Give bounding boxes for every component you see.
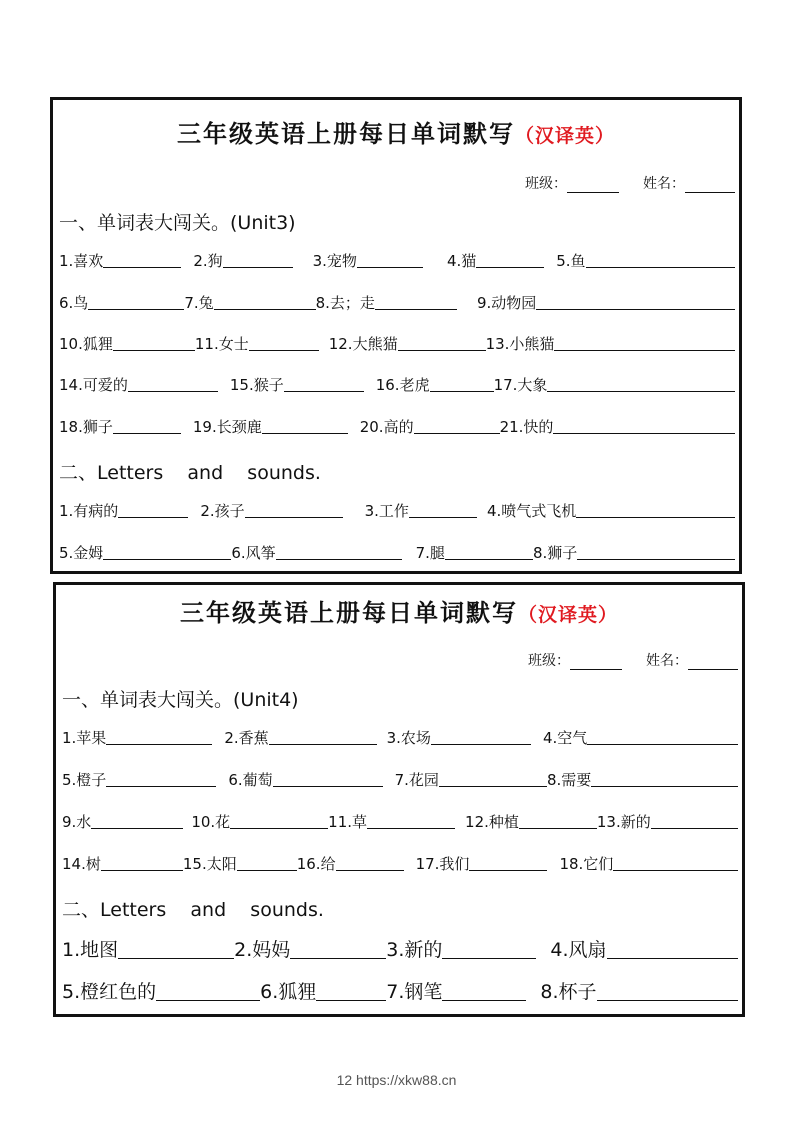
answer-blank[interactable] — [336, 868, 404, 871]
phonics-item: 5.橙红色的 — [62, 977, 260, 1004]
vocab-item: 3.宠物 — [313, 250, 447, 271]
class-blank[interactable] — [570, 655, 622, 670]
name-blank[interactable] — [685, 178, 735, 193]
phonics-row — [62, 935, 738, 962]
answer-blank[interactable] — [476, 265, 544, 268]
vocab-row — [59, 292, 735, 313]
phonics-item: 4.喷气式飞机 — [487, 500, 735, 521]
answer-blank[interactable] — [607, 956, 738, 959]
name-blank[interactable] — [688, 655, 738, 670]
answer-blank[interactable] — [103, 265, 181, 268]
answer-blank[interactable] — [223, 265, 293, 268]
answer-blank[interactable] — [91, 826, 183, 829]
vocab-item: 7.花园 — [395, 769, 547, 790]
title-subtitle: （汉译英） — [514, 125, 615, 147]
vocab-item: 9.动物园 — [477, 292, 735, 313]
answer-blank[interactable] — [576, 515, 735, 518]
vocab-item: 3.农场 — [387, 727, 543, 748]
vocab-row — [62, 853, 738, 874]
answer-blank[interactable] — [237, 868, 297, 871]
answer-blank[interactable] — [375, 307, 457, 310]
vocab-item: 12.大熊猫 — [329, 333, 486, 354]
answer-blank[interactable] — [214, 307, 316, 310]
vocab-row — [62, 727, 738, 748]
vocab-item: 5.橙子 — [62, 769, 228, 790]
answer-blank[interactable] — [445, 557, 533, 560]
section-letters-sounds: 二、Letters and sounds. — [59, 462, 321, 484]
vocab-item: 11.草 — [328, 811, 465, 832]
vocab-item: 8.去；走 — [316, 292, 477, 313]
class-label: 班级： — [525, 176, 567, 192]
worksheet-unit4 — [53, 582, 745, 1017]
answer-blank[interactable] — [409, 515, 477, 518]
answer-blank[interactable] — [88, 307, 184, 310]
phonics-row — [59, 542, 735, 563]
phonics-item: 1.有病的 — [59, 500, 200, 521]
answer-blank[interactable] — [262, 431, 348, 434]
answer-blank[interactable] — [577, 557, 735, 560]
answer-blank[interactable] — [284, 389, 364, 392]
vocab-item: 17.大象 — [494, 374, 735, 395]
vocab-item: 15.太阳 — [183, 853, 297, 874]
answer-blank[interactable] — [553, 431, 735, 434]
answer-blank[interactable] — [519, 826, 597, 829]
answer-blank[interactable] — [269, 742, 377, 745]
vocab-item: 7.兔 — [184, 292, 315, 313]
answer-blank[interactable] — [430, 389, 494, 392]
phonics-item: 6.风筝 — [231, 542, 415, 563]
phonics-item: 1.地图 — [62, 935, 234, 962]
vocab-item: 2.香蕉 — [224, 727, 386, 748]
title-subtitle: （汉译英） — [517, 604, 618, 626]
phonics-item: 2.孩子 — [200, 500, 364, 521]
answer-blank[interactable] — [118, 956, 234, 959]
answer-blank[interactable] — [587, 742, 738, 745]
vocab-item: 10.狐狸 — [59, 333, 195, 354]
answer-blank[interactable] — [101, 868, 183, 871]
phonics-item: 8.杯子 — [540, 977, 738, 1004]
vocab-item: 18.它们 — [559, 853, 738, 874]
phonics-item: 7.钢笔 — [386, 977, 540, 1004]
section-vocabulary: 一、单词表大闯关。(Unit4) — [62, 689, 299, 711]
class-name-line — [525, 173, 735, 193]
worksheet-unit3 — [50, 97, 742, 574]
vocab-item: 4.空气 — [543, 727, 738, 748]
answer-blank[interactable] — [547, 389, 735, 392]
phonics-item: 5.金姆 — [59, 542, 231, 563]
answer-blank[interactable] — [586, 265, 735, 268]
vocab-item: 13.新的 — [597, 811, 738, 832]
vocab-item: 5.鱼 — [556, 250, 735, 271]
answer-blank[interactable] — [113, 431, 181, 434]
class-name-line — [528, 650, 738, 670]
name-label: 姓名： — [646, 653, 688, 669]
answer-blank[interactable] — [156, 998, 260, 1001]
vocab-item: 6.葡萄 — [228, 769, 394, 790]
vocab-item: 16.老虎 — [376, 374, 494, 395]
vocab-item: 14.可爱的 — [59, 374, 230, 395]
title-text: 三年级英语上册每日单词默写 — [176, 119, 515, 148]
vocab-item: 1.喜欢 — [59, 250, 193, 271]
answer-blank[interactable] — [367, 826, 455, 829]
answer-blank[interactable] — [431, 742, 531, 745]
answer-blank[interactable] — [276, 557, 402, 560]
vocab-row — [62, 769, 738, 790]
vocab-item: 17.我们 — [416, 853, 560, 874]
answer-blank[interactable] — [106, 784, 216, 787]
phonics-item: 6.狐狸 — [260, 977, 386, 1004]
answer-blank[interactable] — [245, 515, 343, 518]
vocab-row — [59, 416, 735, 437]
answer-blank[interactable] — [316, 998, 386, 1001]
phonics-item: 7.腿 — [416, 542, 533, 563]
phonics-item: 8.狮子 — [533, 542, 735, 563]
section-vocabulary: 一、单词表大闯关。(Unit3) — [59, 212, 296, 234]
name-label: 姓名： — [643, 176, 685, 192]
answer-blank[interactable] — [113, 348, 195, 351]
phonics-item: 4.风扇 — [550, 935, 738, 962]
vocab-item: 1.苹果 — [62, 727, 224, 748]
answer-blank[interactable] — [230, 826, 328, 829]
answer-blank[interactable] — [414, 431, 500, 434]
answer-blank[interactable] — [357, 265, 423, 268]
vocab-row — [59, 333, 735, 354]
vocab-item: 8.需要 — [547, 769, 738, 790]
vocab-item: 14.树 — [62, 853, 183, 874]
vocab-item: 10.花 — [191, 811, 328, 832]
answer-blank[interactable] — [106, 742, 212, 745]
answer-blank[interactable] — [554, 348, 735, 351]
answer-blank[interactable] — [442, 956, 536, 959]
vocab-row — [62, 811, 738, 832]
vocab-item: 16.给 — [297, 853, 416, 874]
answer-blank[interactable] — [290, 956, 386, 959]
vocab-item: 19.长颈鹿 — [193, 416, 360, 437]
phonics-row — [59, 500, 735, 521]
vocab-item: 12.种植 — [465, 811, 597, 832]
answer-blank[interactable] — [536, 307, 735, 310]
answer-blank[interactable] — [118, 515, 188, 518]
answer-blank[interactable] — [273, 784, 383, 787]
answer-blank[interactable] — [591, 784, 738, 787]
answer-blank[interactable] — [439, 784, 547, 787]
page-footer: 12 https://xkw88.cn — [336, 1072, 457, 1088]
class-blank[interactable] — [567, 178, 619, 193]
vocab-item: 9.水 — [62, 811, 191, 832]
vocab-row — [59, 374, 735, 395]
vocab-item: 20.高的 — [360, 416, 500, 437]
answer-blank[interactable] — [128, 389, 218, 392]
phonics-row — [62, 977, 738, 1004]
vocab-item: 11.女士 — [195, 333, 329, 354]
vocab-item: 4.猫 — [447, 250, 556, 271]
answer-blank[interactable] — [597, 998, 738, 1001]
vocab-item: 21.快的 — [500, 416, 735, 437]
answer-blank[interactable] — [469, 868, 547, 871]
vocab-item: 15.猴子 — [230, 374, 376, 395]
worksheet-title — [53, 114, 739, 149]
phonics-item: 3.工作 — [365, 500, 487, 521]
answer-blank[interactable] — [398, 348, 486, 351]
answer-blank[interactable] — [613, 868, 738, 871]
vocab-item: 18.狮子 — [59, 416, 193, 437]
vocab-row — [59, 250, 735, 271]
phonics-item: 2.妈妈 — [234, 935, 386, 962]
title-text: 三年级英语上册每日单词默写 — [179, 598, 518, 627]
worksheet-title — [56, 593, 742, 628]
vocab-item: 2.狗 — [193, 250, 312, 271]
answer-blank[interactable] — [651, 826, 738, 829]
answer-blank[interactable] — [103, 557, 231, 560]
answer-blank[interactable] — [442, 998, 526, 1001]
vocab-item: 13.小熊猫 — [486, 333, 735, 354]
class-label: 班级： — [528, 653, 570, 669]
phonics-item: 3.新的 — [386, 935, 550, 962]
section-letters-sounds: 二、Letters and sounds. — [62, 899, 324, 921]
vocab-item: 6.鸟 — [59, 292, 184, 313]
answer-blank[interactable] — [249, 348, 319, 351]
